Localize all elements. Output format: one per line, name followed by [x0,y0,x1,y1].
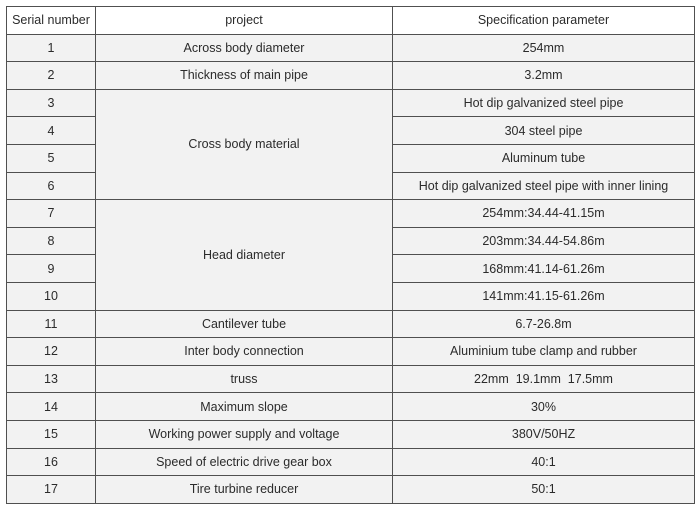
table-row [7,89,695,117]
serial-cell: 2 [7,62,96,90]
spec-cell: 30% [393,393,695,421]
serial-cell: 3 [7,89,96,117]
spec-cell: 380V/50HZ [393,420,695,448]
spec-cell: 141mm:41.15-61.26m [393,282,695,310]
spec-cell: Hot dip galvanized steel pipe [393,89,695,117]
spec-cell: 304 steel pipe [393,117,695,145]
project-cell: Working power supply and voltage [96,420,393,448]
serial-cell: 9 [7,255,96,283]
table-row [7,62,695,90]
header-serial-number: Serial number [7,7,96,35]
spec-cell: 254mm [393,34,695,62]
project-cell: Thickness of main pipe [96,62,393,90]
project-cell-merged: Head diameter [96,200,393,310]
serial-cell: 16 [7,448,96,476]
header-specification-parameter: Specification parameter [393,7,695,35]
table-row [7,310,695,338]
table-row [7,420,695,448]
serial-cell: 5 [7,144,96,172]
serial-cell: 13 [7,365,96,393]
project-cell: Speed of electric drive gear box [96,448,393,476]
spec-cell: 50:1 [393,476,695,504]
spec-cell: 3.2mm [393,62,695,90]
project-cell: truss [96,365,393,393]
spec-cell: Aluminum tube [393,144,695,172]
spec-cell: Hot dip galvanized steel pipe with inner lining [393,172,695,200]
spec-cell: 203mm:34.44-54.86m [393,227,695,255]
spec-table [6,6,695,504]
serial-cell: 15 [7,420,96,448]
serial-cell: 14 [7,393,96,421]
project-cell: Across body diameter [96,34,393,62]
serial-cell: 10 [7,282,96,310]
table-row [7,34,695,62]
table-row [7,338,695,366]
serial-cell: 4 [7,117,96,145]
spec-table-container [6,6,695,504]
table-row [7,476,695,504]
spec-cell: 22mm 19.1mm 17.5mm [393,365,695,393]
serial-cell: 11 [7,310,96,338]
project-cell: Maximum slope [96,393,393,421]
spec-cell: 254mm:34.44-41.15m [393,200,695,228]
table-header-row [7,7,695,35]
header-project: project [96,7,393,35]
table-row [7,448,695,476]
table-row [7,365,695,393]
serial-cell: 12 [7,338,96,366]
spec-cell: 40:1 [393,448,695,476]
serial-cell: 7 [7,200,96,228]
spec-cell: 6.7-26.8m [393,310,695,338]
table-row [7,200,695,228]
project-cell: Tire turbine reducer [96,476,393,504]
project-cell: Inter body connection [96,338,393,366]
serial-cell: 8 [7,227,96,255]
serial-cell: 1 [7,34,96,62]
table-row [7,393,695,421]
project-cell-merged: Cross body material [96,89,393,199]
project-cell: Cantilever tube [96,310,393,338]
spec-cell: Aluminium tube clamp and rubber [393,338,695,366]
spec-cell: 168mm:41.14-61.26m [393,255,695,283]
serial-cell: 17 [7,476,96,504]
serial-cell: 6 [7,172,96,200]
